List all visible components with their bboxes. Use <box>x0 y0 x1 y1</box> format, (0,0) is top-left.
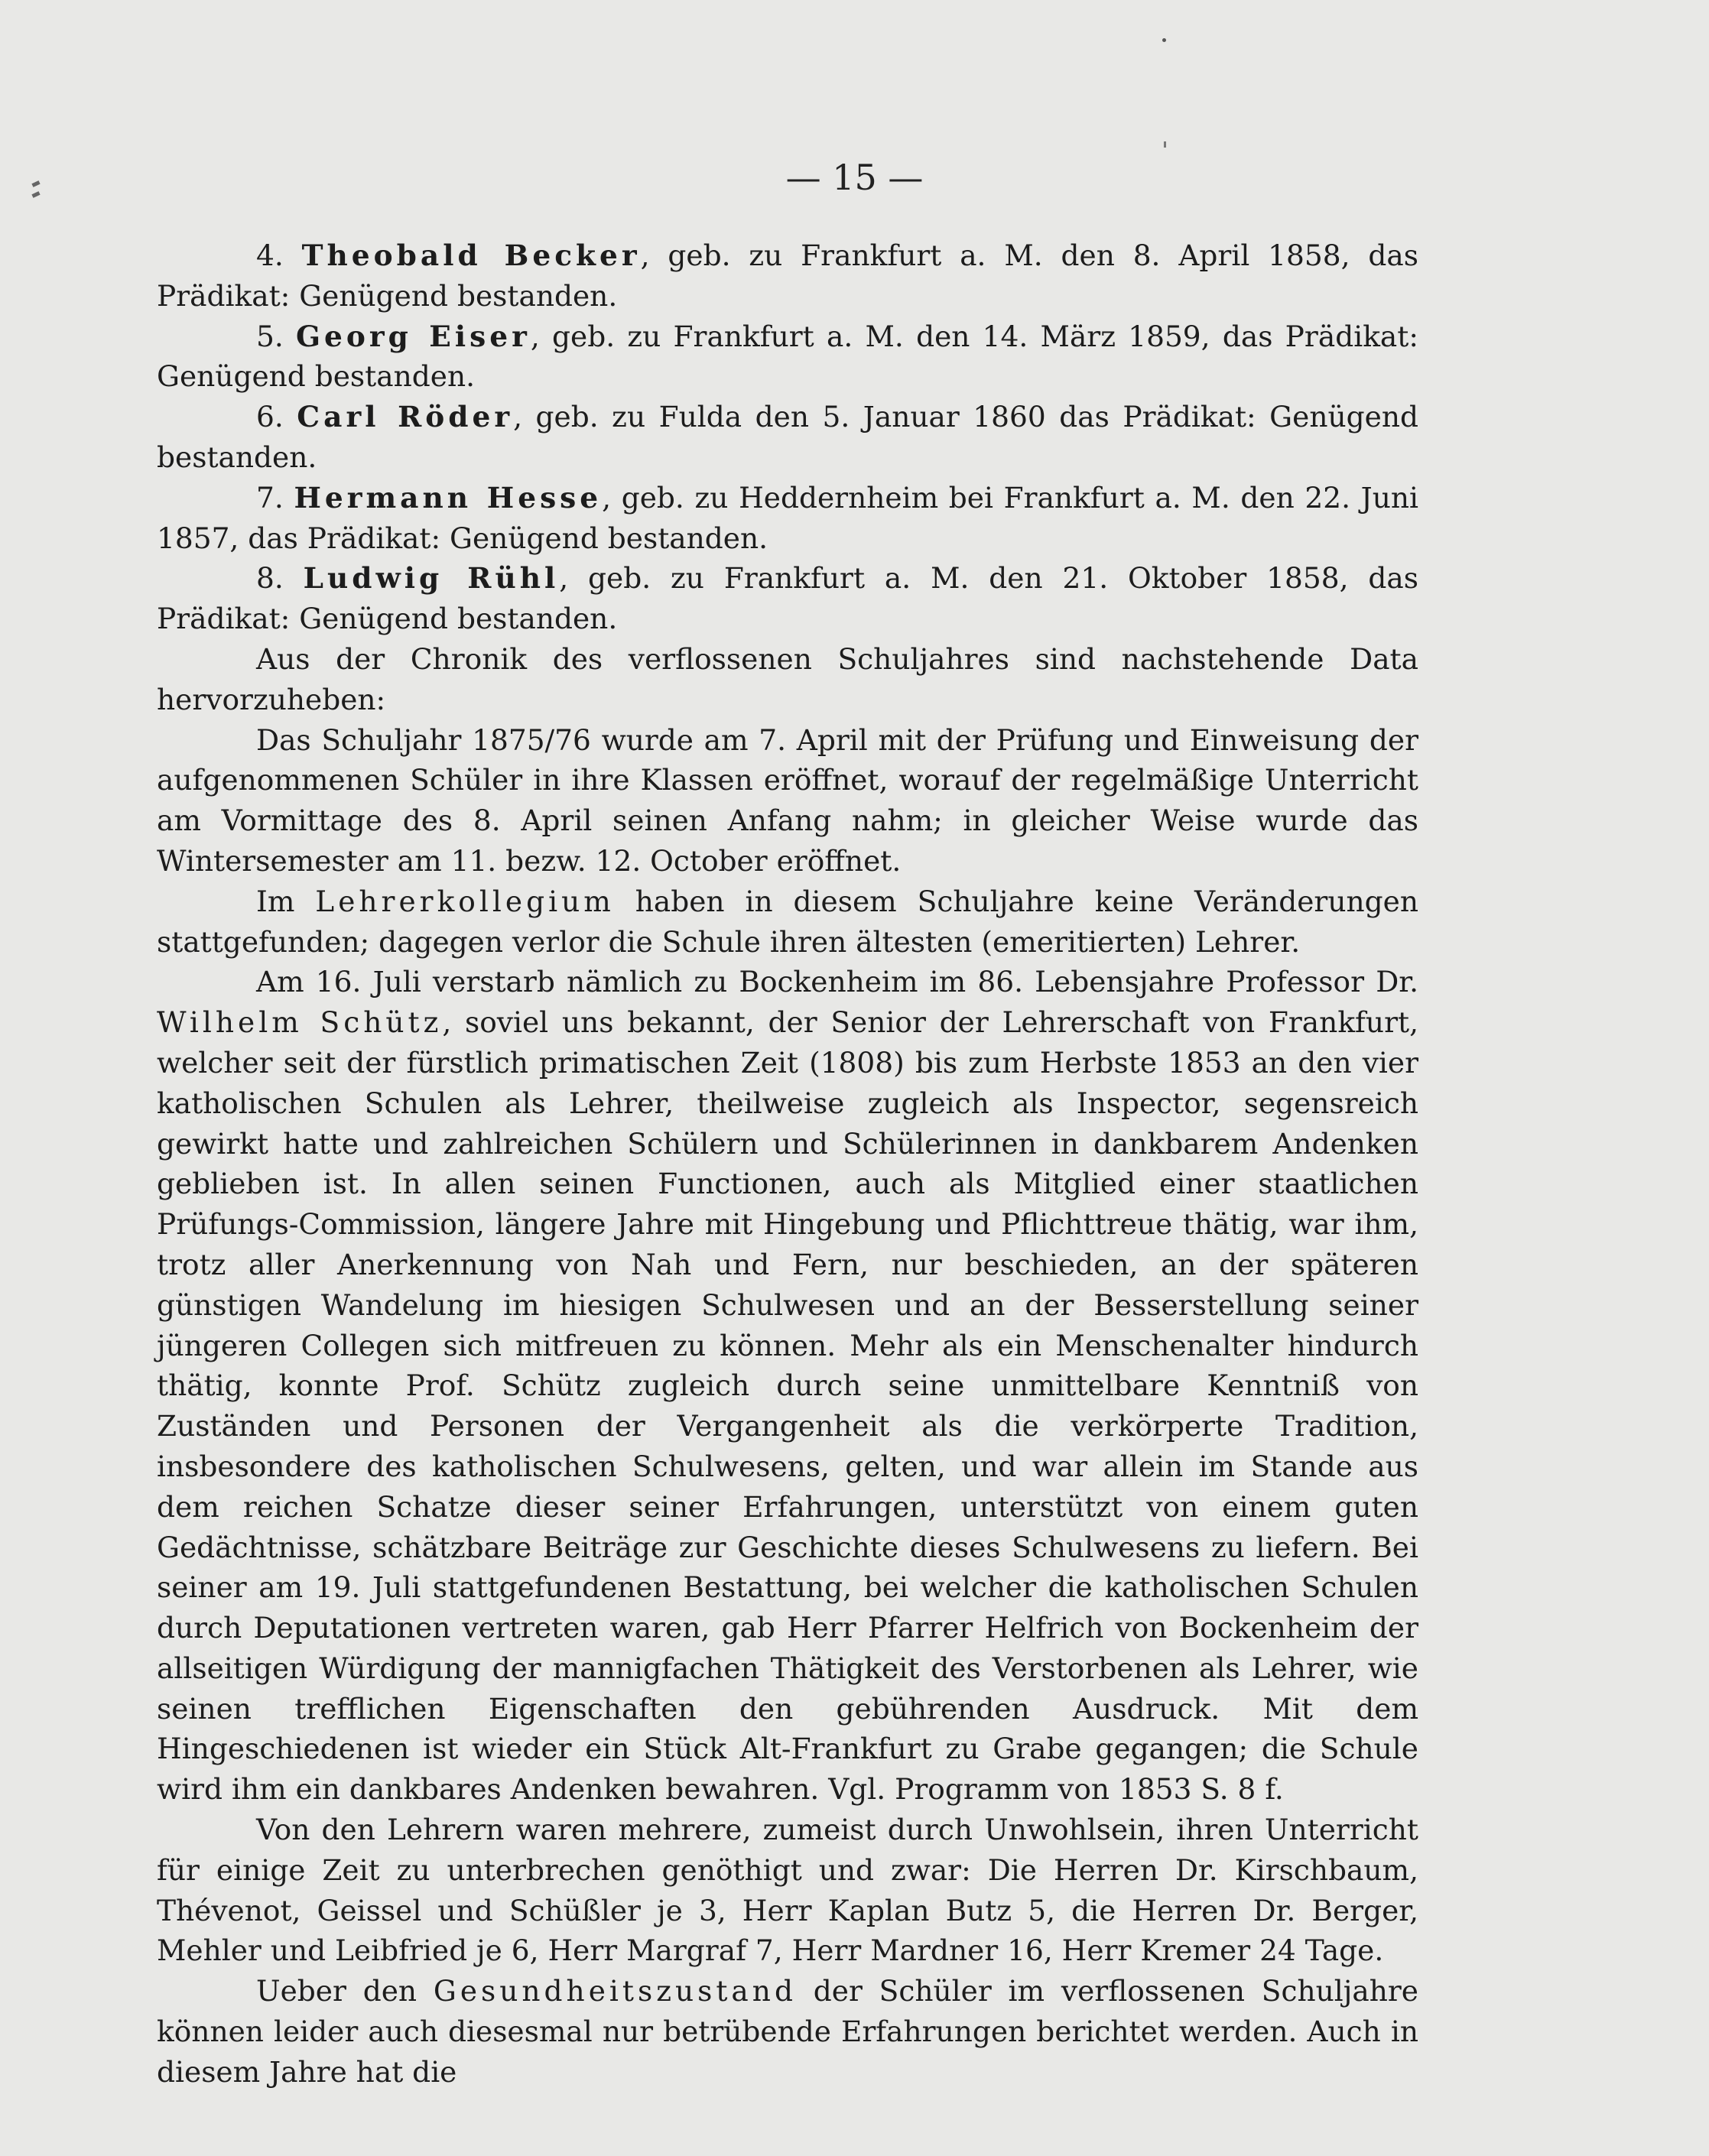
paragraph: Von den Lehrern waren mehrere, zumeist durch Unwohlsein, ihren Unterricht für einige Zeit zu unterbrechen genöthigt und zwar: Die Herren Dr. Kirschbaum, Thévenot, Geissel und Schüßler je 3, Herr Kaplan Butz 5, die Herren Dr. Berger, Mehler und Leibfried je 6, Herr Margraf 7, Herr Mardner 16, Herr Kremer 24 Tage. <box>157 1813 1418 1968</box>
list-item <box>157 397 1418 478</box>
paragraph <box>157 882 1418 963</box>
item-number: 5. <box>256 319 284 353</box>
list-item <box>157 558 1418 639</box>
spaced-term: Gesundheitszustand <box>433 1974 797 2008</box>
student-name: Hermann Hesse <box>294 480 603 515</box>
student-name: Theobald Becker <box>301 239 641 272</box>
list-item <box>157 478 1418 559</box>
item-number: 4. <box>256 239 284 272</box>
text-run: der Schüler im verflossenen Schuljahre können leider auch diesesmal nur betrübende Erfahrungen berichtet werden. Auch in diesem Jahre hat die <box>157 1974 1419 2089</box>
speck-mark <box>1162 38 1166 42</box>
speck-mark <box>1164 141 1166 148</box>
list-item <box>157 235 1418 317</box>
item-text: , geb. zu Frankfurt a. M. den 8. April 1858, das Prädikat: Genügend bestanden. <box>157 239 1418 313</box>
item-text: , geb. zu Heddernheim bei Frankfurt a. M. den 22. Juni 1857, das Prädikat: Genügend bestanden. <box>157 480 1419 555</box>
list-item <box>157 317 1418 398</box>
text-run: Ueber den <box>256 1974 434 2008</box>
student-name: Georg Eiser <box>296 319 531 353</box>
item-number: 7. <box>256 480 284 515</box>
student-name: Carl Röder <box>297 400 514 434</box>
item-text: , geb. zu Fulda den 5. Januar 1860 das Prädikat: Genügend bestanden. <box>157 400 1418 474</box>
page-number: — 15 — <box>785 157 924 198</box>
paragraph: Aus der Chronik des verflossenen Schuljahres sind nachstehende Data hervorzuheben: <box>157 641 1418 716</box>
paragraph <box>157 1971 1418 2092</box>
body-text <box>157 235 1418 2093</box>
paragraph: Das Schuljahr 1875/76 wurde am 7. April mit der Prüfung und Einweisung der aufgenommenen Schüler in ihre Klassen eröffnet, worauf der regelmäßige Unterricht am Vormittage des 8. April seinen Anfang nahm; in gleicher Weise wurde das Wintersemester am 11. bezw. 12. October eröffnet. <box>157 722 1418 878</box>
spaced-term: Wilhelm Schütz <box>157 1005 443 1040</box>
text-run: haben in diesem Schuljahre keine Veränderungen stattgefunden; dagegen verlor die Schule ihren ältesten (emeritierten) Lehrer. <box>157 884 1419 959</box>
item-number: 6. <box>256 400 284 434</box>
text-run: , soviel uns bekannt, der Senior der Lehrerschaft von Frankfurt, welcher seit der fürstlich primatischen Zeit (1808) bis zum Herbste 1853 an den vier katholischen Schulen als Lehrer, theilweise zugleich als Inspector, segensreich gewirkt hatte und zahlreichen Schülern und Schülerinnen in dankbarem Andenken geblieben ist. In allen seinen Functionen, auch als Mitglied einer staatlichen Prüfungs-Commission, längere Jahre mit Hingebung und Pflichttreue thätig, war ihm, trotz aller Anerkennung von Nah und Fern, nur beschieden, an der späteren günstigen Wandelung im hiesigen Schulwesen und an der Besserstellung seiner jüngeren Collegen sich mitfreuen zu können. Mehr als ein Menschenalter hindurch thätig, konnte Prof. Schütz zugleich durch seine unmittelbare Kenntniß von Zuständen und Personen der Vergangenheit als die verkörperte Tradition, insbesondere des katholischen Schulwesens, gelten, und war allein im Stande aus dem reichen Schatze dieser seiner Erfahrungen, unterstützt von einem guten Gedächtnisse, schätzbare Beiträge zur Geschichte dieses Schulwesens zu liefern. Bei seiner am 19. Juli stattgefundenen Bestattung, bei welcher die katholischen Schulen durch Deputationen vertreten waren, gab Herr Pfarrer Helfrich von Bockenheim der allseitigen Würdigung der mannigfachen Thätigkeit des Verstorbenen als Lehrer, wie seinen trefflichen Eigenschaften den gebührenden Ausdruck. Mit dem Hingeschiedenen ist wieder ein Stück Alt-Frankfurt zu Grabe gegangen; die Schule wird ihm ein dankbares Andenken bewahren. Vgl. Programm von 1853 S. 8 f. <box>157 1005 1418 1807</box>
spaced-term: Lehrerkollegium <box>315 884 615 918</box>
paragraph <box>157 962 1418 1810</box>
student-name: Ludwig Rühl <box>303 561 560 596</box>
text-run: Am 16. Juli verstarb nämlich zu Bockenheim im 86. Lebensjahre Professor Dr. <box>256 965 1418 999</box>
item-number: 8. <box>256 561 284 596</box>
item-text: , geb. zu Frankfurt a. M. den 14. März 1859, das Prädikat: Genügend bestanden. <box>157 319 1418 394</box>
item-text: , geb. zu Frankfurt a. M. den 21. Oktober 1858, das Prädikat: Genügend bestanden. <box>157 561 1418 636</box>
text-run: Im <box>256 884 316 918</box>
